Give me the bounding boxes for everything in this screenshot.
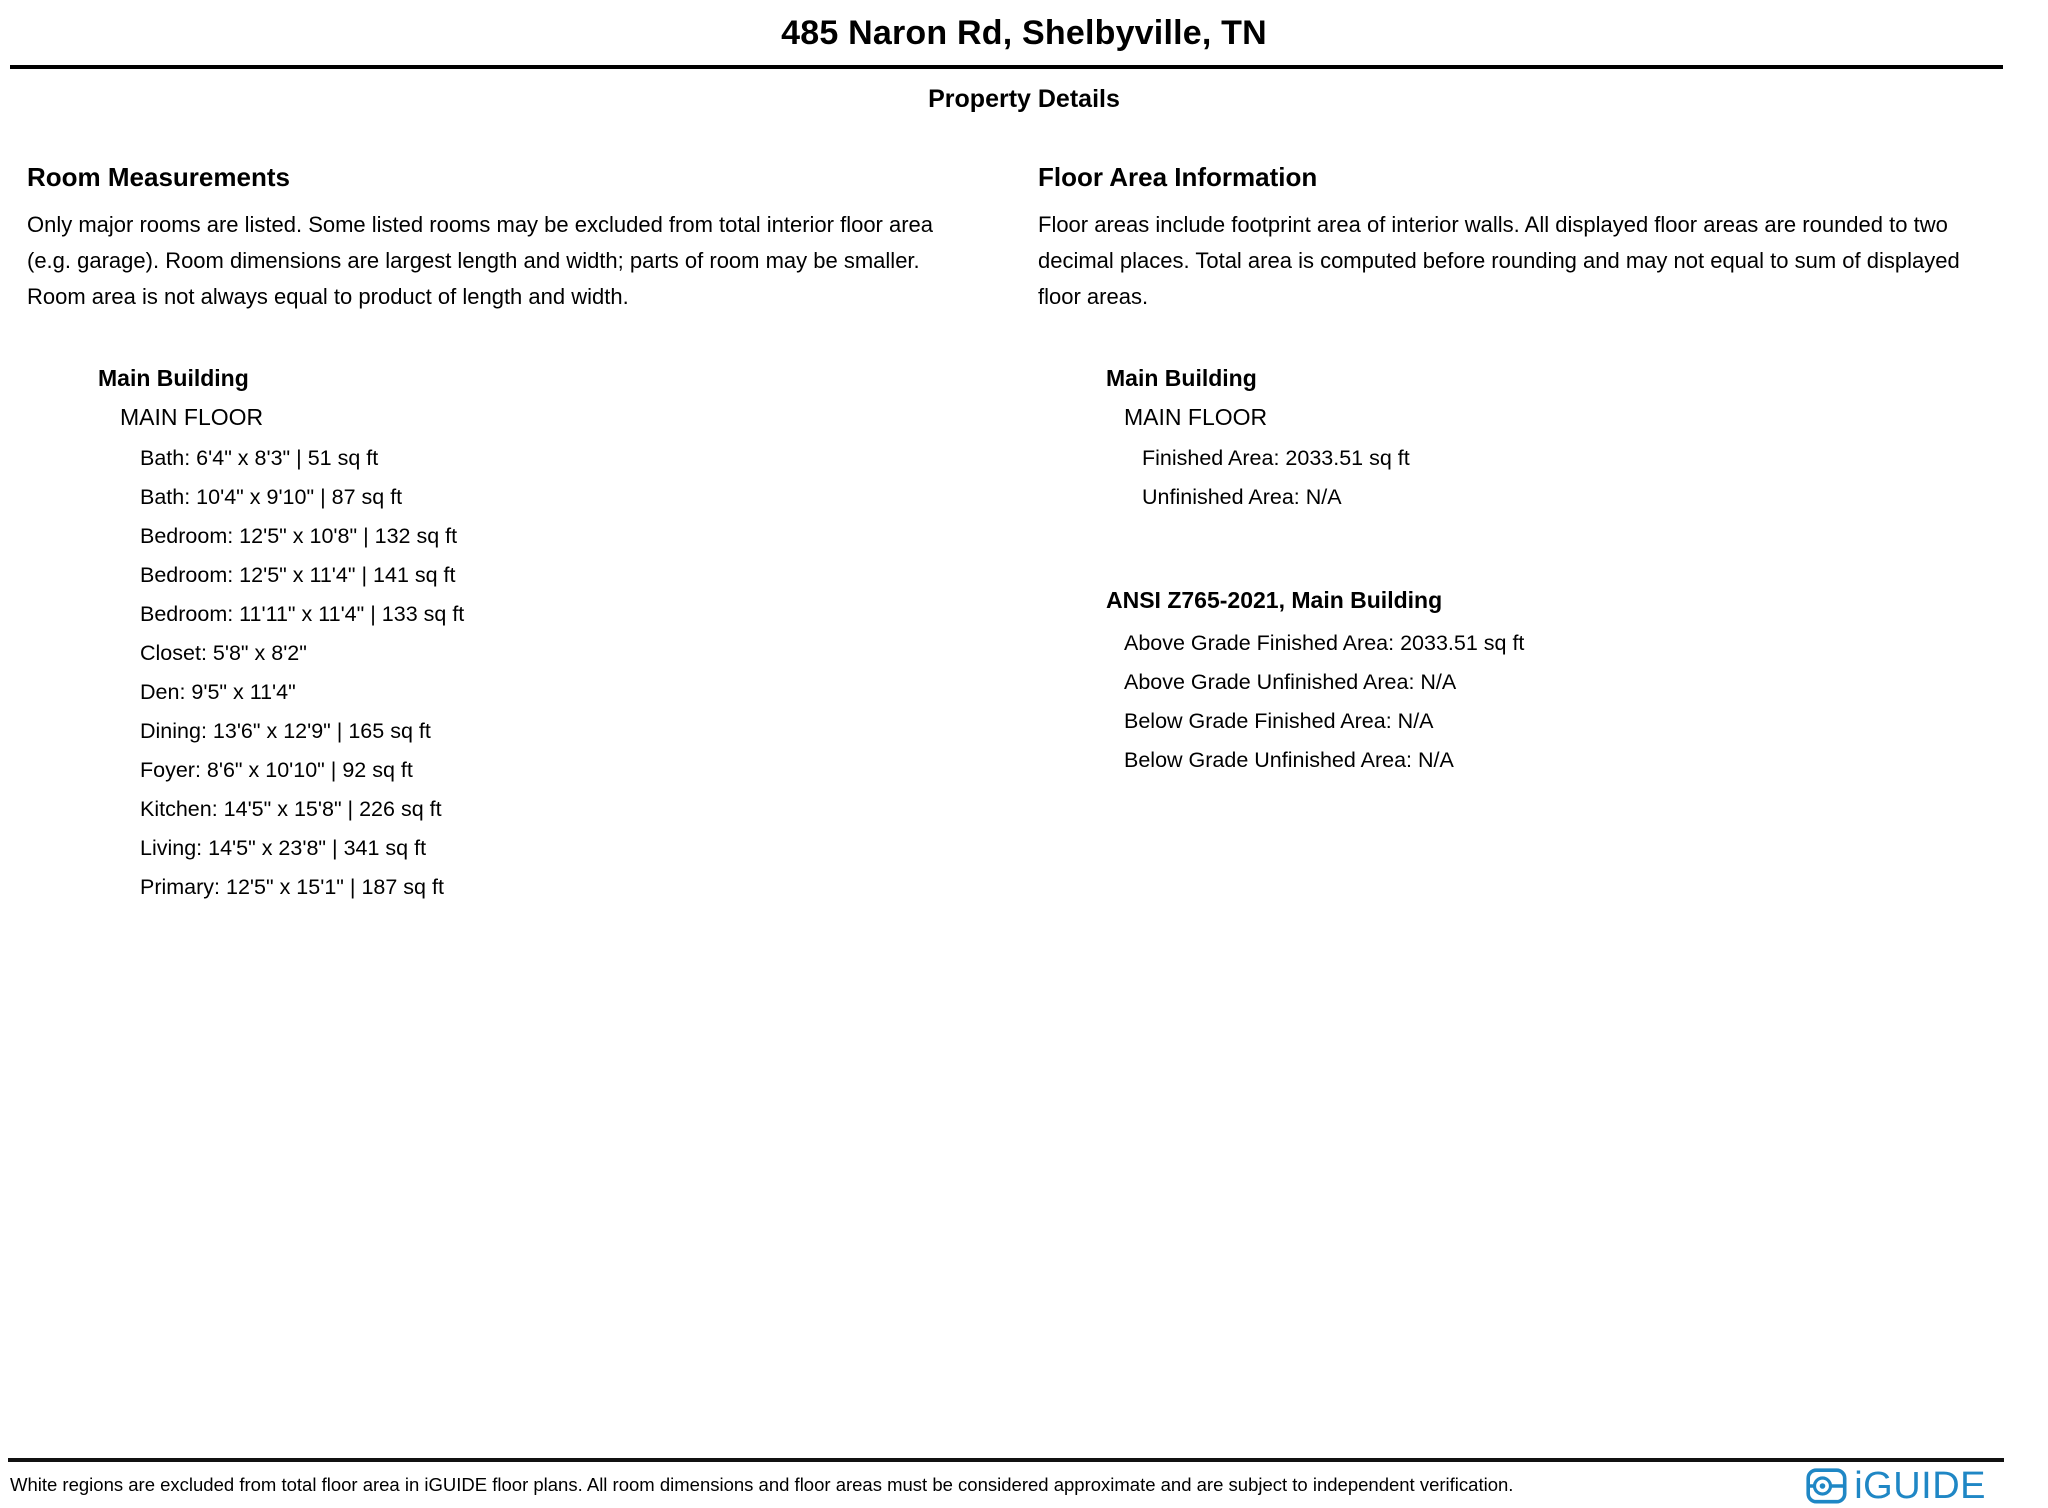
room-item: Bath: 6'4" x 8'3" | 51 sq ft <box>140 446 379 470</box>
room-item: Bedroom: 12'5" x 10'8" | 132 sq ft <box>140 524 458 548</box>
room-list <box>140 439 1038 907</box>
area-entry: Finished Area: 2033.51 sq ft <box>1142 446 1410 470</box>
ansi-entry: Below Grade Finished Area: N/A <box>1124 709 1434 733</box>
floor-area-building <box>1106 365 2008 517</box>
ansi-entry: Below Grade Unfinished Area: N/A <box>1124 748 1454 772</box>
footer-divider <box>8 1458 2004 1463</box>
description-line: Only major rooms are listed. Some listed rooms may be excluded from total interior floor area <box>27 212 934 237</box>
floor-area-description <box>1038 207 2008 315</box>
room-item: Den: 9'5" x 11'4" <box>140 680 296 704</box>
ansi-entry: Above Grade Finished Area: 2033.51 sq ft <box>1124 631 1525 655</box>
description-line: Floor areas include footprint area of interior walls. All displayed floor areas are rounded to two <box>1038 212 1948 237</box>
floor-area-list <box>1142 439 2008 517</box>
description-line: floor areas. <box>1038 284 1149 309</box>
ansi-heading: ANSI Z765-2021, Main Building <box>1106 587 1443 613</box>
room-item: Closet: 5'8" x 8'2" <box>140 641 307 665</box>
description-line: (e.g. garage). Room dimensions are largest length and width; parts of room may be smaller. <box>27 248 920 273</box>
building-name: Main Building <box>1106 365 1257 391</box>
page-subtitle: Property Details <box>928 85 1120 113</box>
floor-name: MAIN FLOOR <box>1124 404 1268 430</box>
footer-disclaimer: White regions are excluded from total floor area in iGUIDE floor plans. All room dimensions and floor areas must be considered approximate and are subject to independent verification. <box>10 1474 1514 1495</box>
iguide-logo-text: iGUIDE <box>1854 1465 1986 1507</box>
iguide-logo <box>1806 1466 1986 1506</box>
content-columns <box>0 162 2048 907</box>
room-item: Living: 14'5" x 23'8" | 341 sq ft <box>140 836 427 860</box>
room-item: Kitchen: 14'5" x 15'8" | 226 sq ft <box>140 797 442 821</box>
page-title: 485 Naron Rd, Shelbyville, TN <box>781 14 1267 52</box>
ansi-block <box>1106 587 2008 780</box>
floor-area-section <box>1038 162 2048 780</box>
iguide-camera-icon <box>1806 1467 1847 1505</box>
description-line: Room area is not always equal to product of length and width. <box>27 284 629 309</box>
room-item: Bath: 10'4" x 9'10" | 87 sq ft <box>140 485 403 509</box>
floor-area-heading: Floor Area Information <box>1038 162 1318 192</box>
ansi-list <box>1124 624 2008 780</box>
description-line: decimal places. Total area is computed before rounding and may not equal to sum of displayed <box>1038 248 1960 273</box>
floor-name: MAIN FLOOR <box>120 404 264 430</box>
room-item: Dining: 13'6" x 12'9" | 165 sq ft <box>140 719 431 743</box>
room-item: Foyer: 8'6" x 10'10" | 92 sq ft <box>140 758 413 782</box>
ansi-entry: Above Grade Unfinished Area: N/A <box>1124 670 1457 694</box>
room-measurements-section <box>27 162 1038 907</box>
building-name: Main Building <box>98 365 249 391</box>
area-entry: Unfinished Area: N/A <box>1142 485 1342 509</box>
room-measurements-building <box>98 365 1038 907</box>
room-item: Bedroom: 12'5" x 11'4" | 141 sq ft <box>140 563 456 587</box>
room-measurements-heading: Room Measurements <box>27 162 290 192</box>
room-item: Bedroom: 11'11" x 11'4" | 133 sq ft <box>140 602 465 626</box>
room-measurements-description <box>27 207 1038 315</box>
room-item: Primary: 12'5" x 15'1" | 187 sq ft <box>140 875 444 899</box>
